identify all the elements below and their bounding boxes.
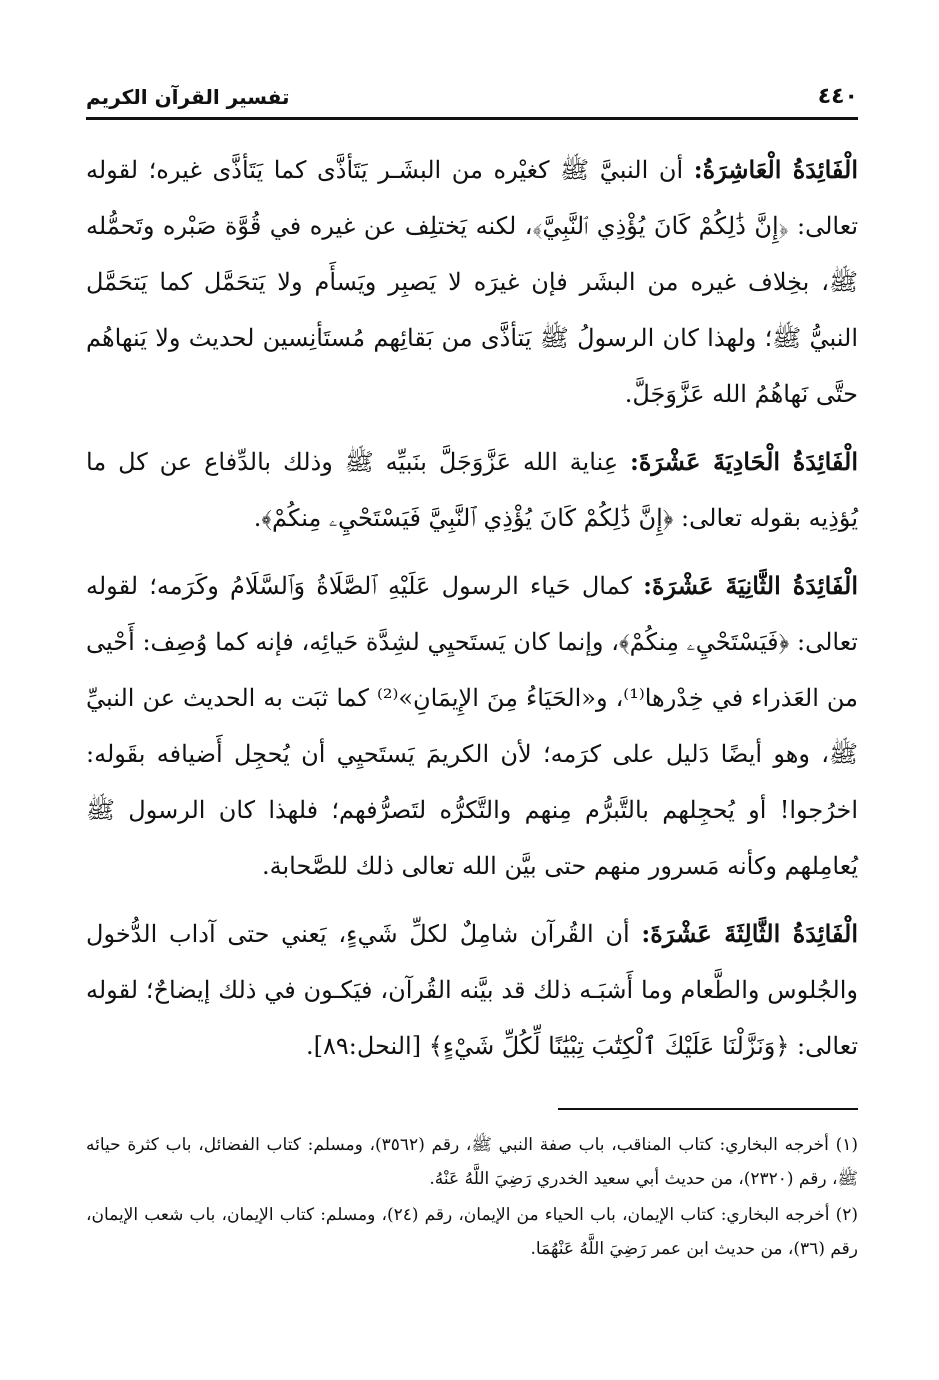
paragraph-benefit-11 [86,434,858,546]
paragraph-benefit-10 [86,142,858,422]
paragraph-heading: الْفَائِدَةُ الثَّالِثَةَ عَشْرَةَ: [641,919,859,948]
paragraph-heading: الْفَائِدَةُ الْحَادِيَةَ عَشْرَةَ: [630,447,858,476]
paragraph-benefit-13 [86,906,858,1074]
paragraph-body: أن القُرآن شامِلٌ لكلِّ شَيءٍ، يَعني حتى آداب الدُّخول والجُلوس والطَّعام وما أَشبَـه ذلك قد بيَّنه القُرآن، فيَكـون في ذلك إيضاحٌ؛ لقوله تعالى: ﴿وَنَزَّلْنَا عَلَيْكَ ٱلْكِتَٰبَ تِبْيَٰنًا لِّكُلِّ شَيْءٍ﴾ [النحل:٨٩]. [86,920,858,1060]
footnote-1: (١) أخرجه البخاري: كتاب المناقب، باب صفة النبي ﷺ، رقم (٣٥٦٢)، ومسلم: كتاب الفضائل، باب كثرة حيائه ﷺ، رقم (٢٣٢٠)، من حديث أبي سعيد الخدري رَضِيَ اللَّهُ عَنْهُ. [86,1135,858,1189]
paragraph-benefit-12 [86,558,858,894]
paragraph-body: عِناية الله عَزَّوَجَلَّ بنَبيِّه ﷺ وذلك بالدِّفاع عن كل ما يُؤذِيه بقوله تعالى: ﴿إِنَّ ذَٰلِكُمْ كَانَ يُؤْذِي ٱلنَّبِيَّ فَيَسْتَحْيِۦ مِنكُمْ﴾. [86,448,858,532]
paragraph-heading: الْفَائِدَةُ الْعَاشِرَةُ: [693,155,859,184]
paragraph-body: أن النبيَّ ﷺ كغيْره من البشَـر يَتَأذَّى كما يَتَأذَّى غيره؛ لقوله تعالى: ﴿إِنَّ ذَٰلِكُمْ كَانَ يُؤْذِي ٱلنَّبِيَّ﴾، لكنه يَختلِف عن غيره في قُوَّة صَبْره وتَحمُّله ﷺ، بخِلاف غيره من البشَر فإن غيرَه لا يَصبِر ويَسأَم ولا يَتحَمَّل كما يَتحَمَّل النبيُّ ﷺ؛ ولهذا كان الرسولُ ﷺ يَتأذَّى من بَقائِهم مُستَأنِسين لحديث ولا يَنهاهُم حتَّى نَهاهُمُ الله عَزَّوَجَلَّ. [86,156,858,408]
paragraph-heading: الْفَائِدَةُ الثَّانِيَةَ عَشْرَةَ: [643,571,858,600]
book-page [86,78,858,1318]
paragraph-body: كمال حَياء الرسول عَلَيْهِ ٱلصَّلَاةُ وَٱلسَّلَامُ وكَرَمه؛ لقوله تعالى: ﴿فَيَسْتَحْيِۦ مِنكُمْ﴾، وإنما كان يَستَحيِي لشِدَّة حَيائِه، فإنه كما وُصِف: أَحْيى من العَذراء في خِدْرها⁽¹⁾، و«الحَيَاءُ مِنَ الإِيمَانِ»⁽²⁾ كما ثبَت به الحديث عن النبيِّ ﷺ، وهو أيضًا دَليل على كرَمه؛ لأن الكريمَ يَستَحيِي أن يُحجِل أَضيافه بقَوله: اخرُجوا! أو يُحجِلهم بالتَّبرُّم مِنهم والتَّكرُّه لتَصرُّفهم؛ فلهذا كان الرسول ﷺ يُعامِلهم وكأنه مَسرور منهم حتى بيَّن الله تعالى ذلك للصَّحابة. [86,572,858,880]
footnotes [86,1128,858,1266]
page-header [86,78,858,120]
main-text [86,142,858,1074]
footnote-divider [558,1108,858,1110]
page-number: ٤٤٠ [817,84,858,109]
footnote-2: (٢) أخرجه البخاري: كتاب الإيمان، باب الحياء من الإيمان، رقم (٢٤)، ومسلم: كتاب الإيمان، باب شعب الإيمان، رقم (٣٦)، من حديث ابن عمر رَضِيَ اللَّهُ عَنْهُمَا. [86,1205,858,1259]
book-title: تفسير القرآن الكريم [86,85,290,109]
